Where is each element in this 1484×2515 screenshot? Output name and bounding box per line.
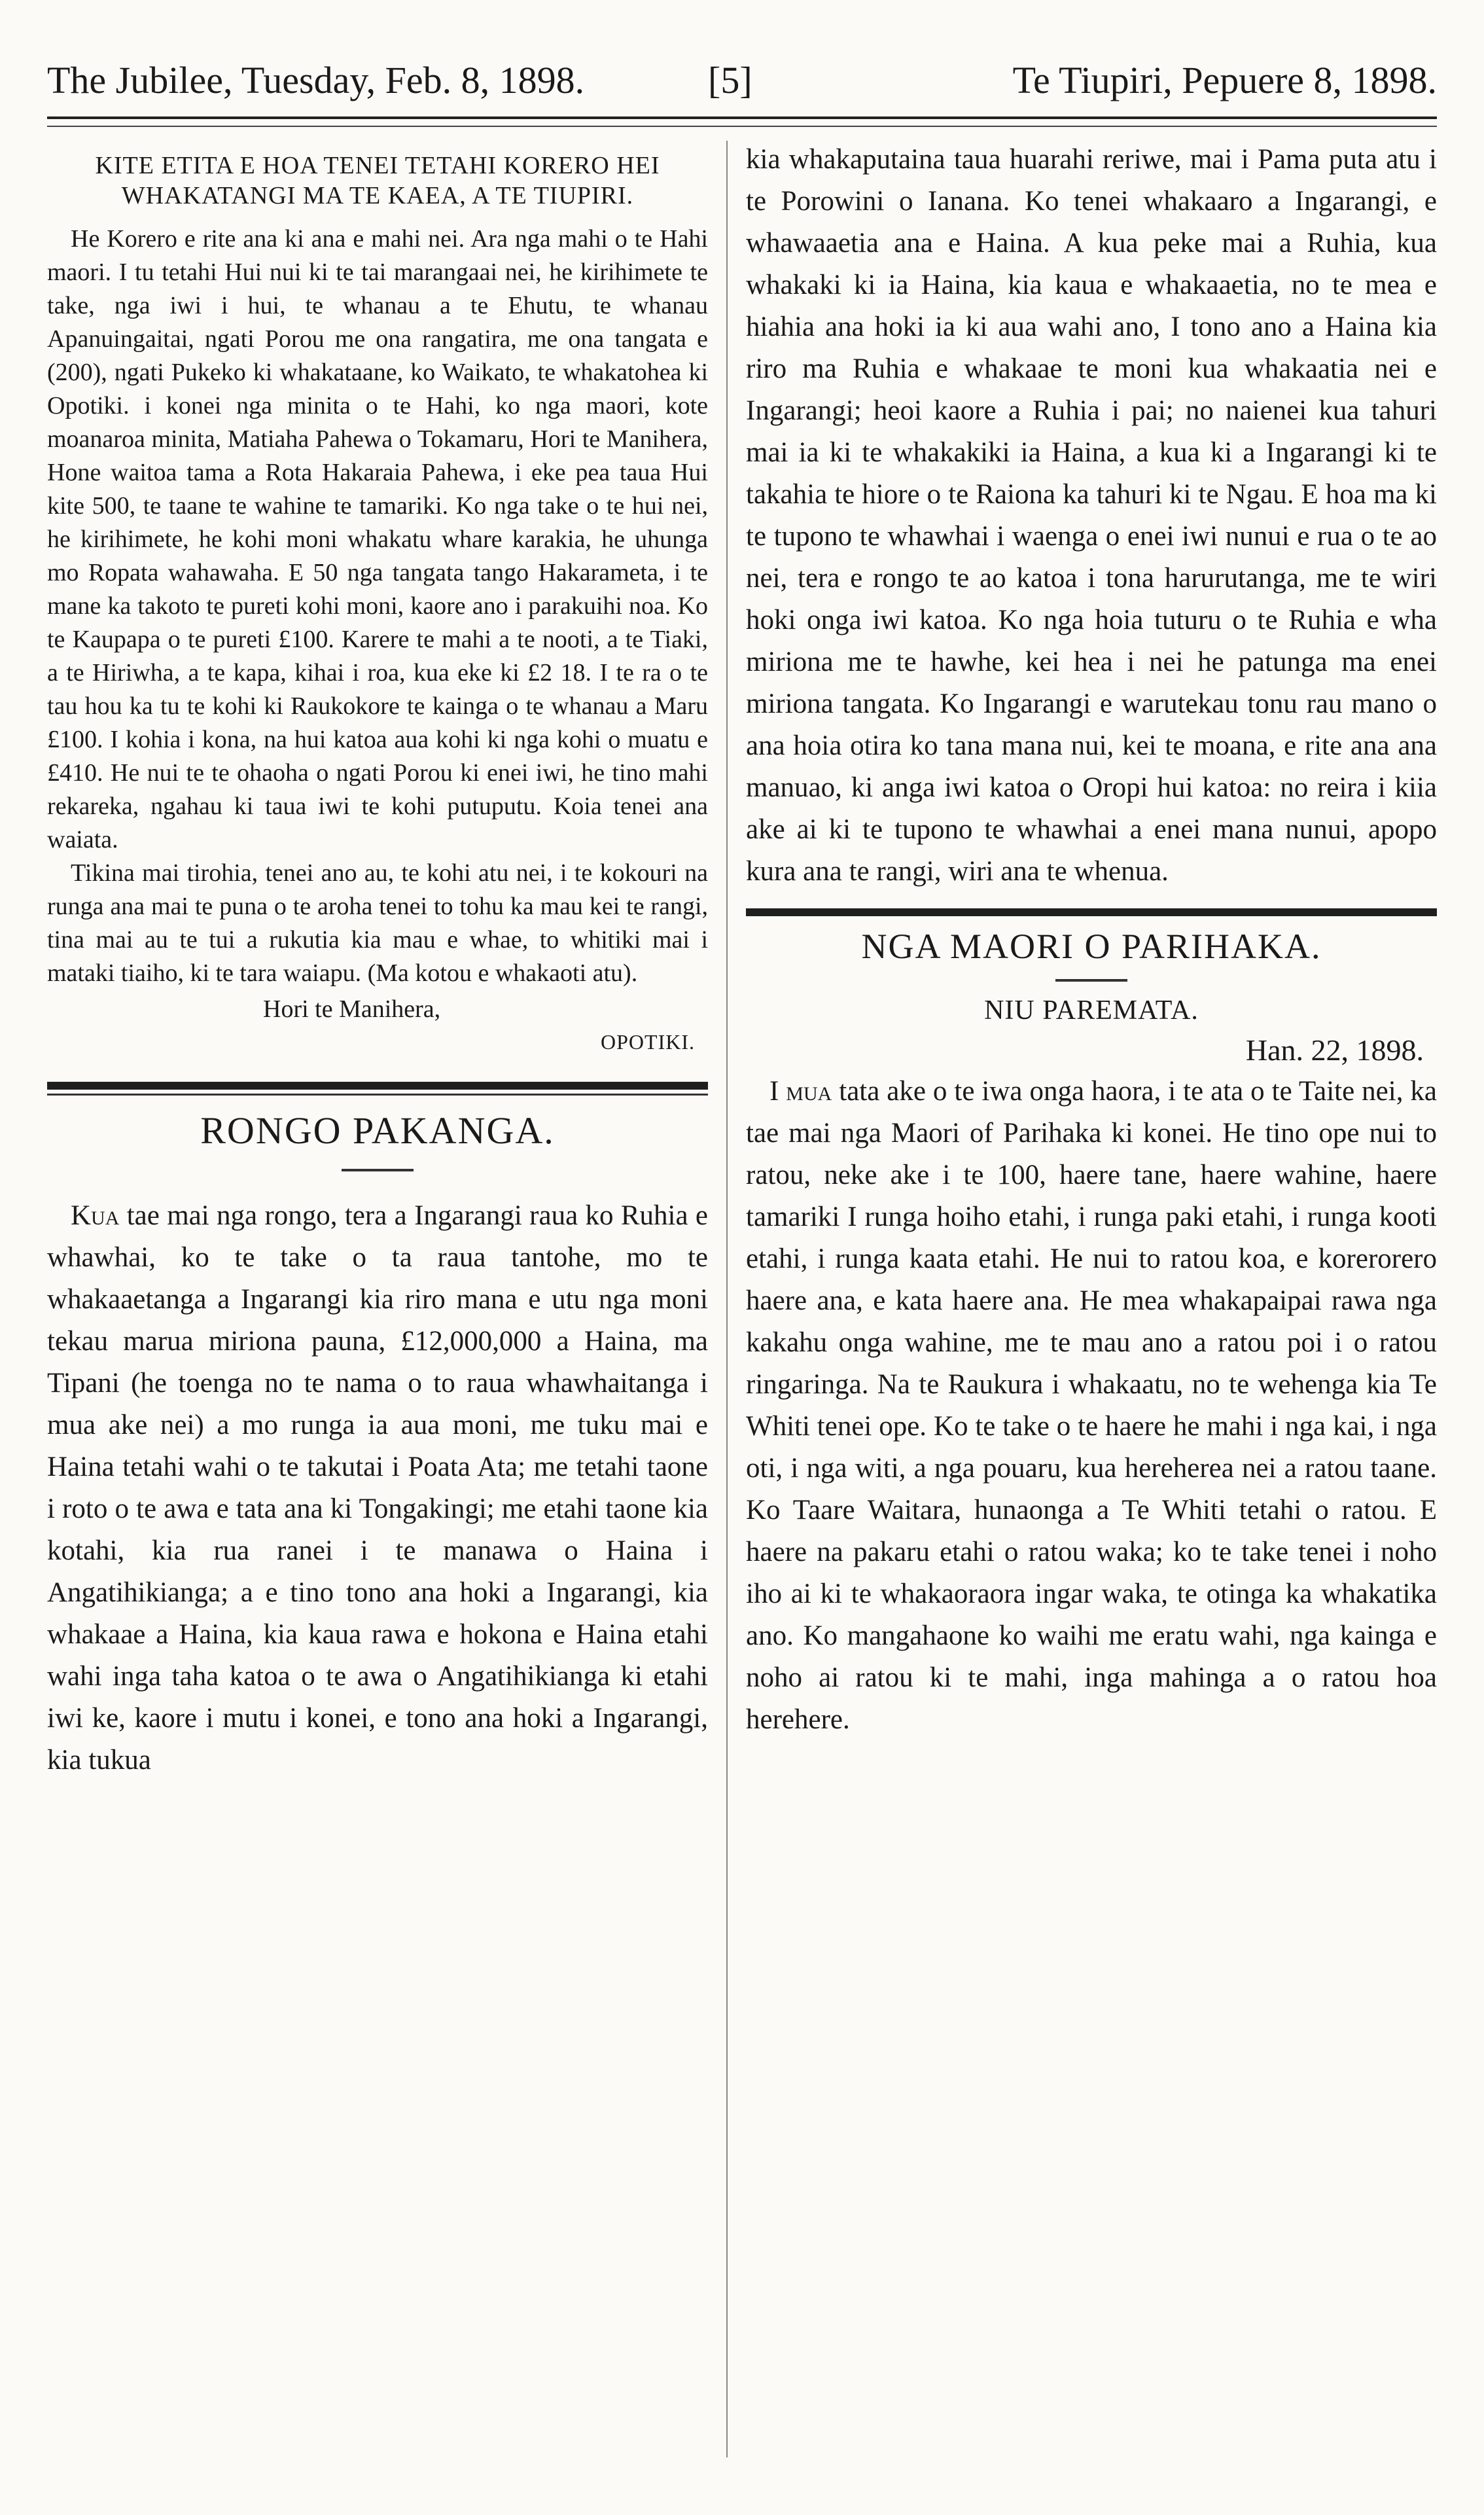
parihaka-subtitle: NIU PAREMATA. [984,995,1199,1026]
letter-paragraph-2: Tikina mai tirohia, tenei ano au, te kohi atu nei, i te kokouri na runga ana mai te puna o te aroha tenei to tohu ka mau kei te rangi, tina mai au te tui a rukutia kia mau e whae, to whitiki mai i mataki tiaiho, ki te tara waiapu. (Ma kotou e whakaoti atu). [47,859,708,987]
parihaka-title-underline [1055,979,1127,982]
parihaka-text [746,1071,1437,1741]
parihaka-dropcap: I mua [769,1076,832,1107]
parihaka-title: NGA MAORI O PARIHAKA. [861,927,1322,966]
rongo-pakanga-text-right: kia whakaputaina taua huarahi reriwe, mai i Pama puta atu i te Porowini o Ianana. Ko tenei whakaaro a Ingarangi, e whawaaetia ana e Haina. A kua peke mai a Ruhia, kua whakaki ki ia Haina, kia kaua e whakaaetia, no te mea e hiahia ana hoki ia ki aua wahi ano, I tono ano a Haina kia riro ma Ruhia e whakaae te moni kua whakaatia nei e Ingarangi; heoi kaore a Ruhia i pai; no naienei kua tahuri mai ia ki te whakakiki ia Haina, a kua ki a Ingarangi ki te takahia te hiore o te Raiona ka tahuri ki te Ngau. E hoa ma ki te tupono te whawhai i waenga o enei iwi nunui e rua o te ao nei, tera e rongo te ao katoa i tona harurutanga, me te wiri hoki onga iwi katoa. Ko nga hoia tuturu o te Ruhia e wha miriona me te hawhe, kei hea i nei he patunga ma enei miriona tangata. Ko Ingarangi e warutekau tonu rau mano o ana hoia otira ko tana mana nui, kei te moana, e rite ana ana manuao, ki anga iwi katoa o Oropi hui katoa: no reira i kiia ake ai ki te tupono te whawhai a enei mana nunui, apopo kura ana te rangi, wiri ana te whenua. [746,144,1437,887]
title-underline [342,1169,414,1171]
parihaka-date: Han. 22, 1898. [1245,1033,1424,1067]
section-rule-thick-right [746,908,1437,916]
rongo-pakanga-text-left [47,1195,708,1781]
page-number: [5] [708,59,752,101]
letter-title: KITE ETITA E HOA TENEI TETAHI KORERO HEI WHAKATANGI MA TE KAEA, A TE TIUPIRI. [95,152,660,209]
letter-paragraph-1: He Korero e rite ana ki ana e mahi nei. Ara nga mahi o te Hahi maori. I tu tetahi Hui nui ki te tai marangaai nei, he kirihimete te take, nga iwi i hui, te whanau a te Ehutu, te whanau Apanuingaitai, ngati Porou me ona rangatira, me ona tangata e (200), ngati Pukeko ki whakataane, ko Waikato, te whakatohea ki Opotiki. i konei nga minita o te Hahi, ko nga maori, kote moanaroa minita, Matiaha Pahewa o Tokamaru, Hori te Manihera, Hone waitoa tama a Rota Hakaraia Pahewa, i eke pea taua Hui kite 500, te taane te wahine te tamariki. Ko nga take o te hui nei, he kirihimete, he kohi moni whakatu whare karakia, he uhunga mo Ropata wahawaha. E 50 nga tangata tango Hakarameta, i te mane ka takoto te pureti kohi moni, kaore ano i parakuihi noa. Ko te Kaupapa o te pureti £100. Karere te mahi a te nooti, a te Tiaki, a te Hiriwha, a te kapa, kihai i roa, kua eke ki £2 18. I te ra o te tau hou ka tu te kohi ki Raukokore te kainga o te whanau a Maru £100. I kohia i kona, na hui katoa aua kohi ki nga kohi o muatu e £410. He nui te te ohaoha o ngati Porou ki enei iwi, he tino mahi rekareka, ngahau ki taua iwi te kohi putuputu. Koia tenei ana waiata. [47,225,708,853]
letter-place: OPOTIKI. [601,1030,695,1054]
header-right-title: Te Tiupiri, Pepuere 8, 1898. [1012,59,1437,101]
column-divider [726,141,728,2457]
header-left-title: The Jubilee, Tuesday, Feb. 8, 1898. [47,59,585,101]
page-header [47,51,1437,110]
section-rule-thick [47,1082,708,1090]
rongo-pakanga-title: RONGO PAKANGA. [200,1109,555,1152]
rongo-body-left: tae mai nga rongo, tera a Ingarangi raua ko Ruhia e whawhai, ko te take o ta raua tantohe, mo te whakaaetanga a Ingarangi kia riro mana e utu nga moni tekau marua miriona pauna, £12,000,000 a Haina, ma Tipani (he toenga no te nama o to raua whawhaitanga i mua ake nei) a mo runga ia aua moni, me tuku mai e Haina tetahi wahi o te takutai i Poata Ata; me tetahi taone i roto o te awa e tata ana ki Tongakingi; me etahi taone kia kotahi, kia rua ranei i te manawa o Haina i Angatihikianga; a e tino tono ana hoki a Ingarangi, kia whakaae a Haina, kia kaua rawa e hokona e Haina etahi wahi inga taha katoa o te awa o Angatihikianga ki etahi iwi ke, kaore i mutu i konei, e tono ana hoki a Ingarangi, kia tukua [47,1200,708,1775]
parihaka-body: tata ake o te iwa onga haora, i te ata o te Taite nei, ka tae mai nga Maori of Parihaka ki konei. He tino ope nui to ratou, neke ake i te 100, haere tane, haere wahine, haere tamariki I runga hoiho etahi, i runga paki etahi, i runga kooti etahi, i runga kaata etahi. He nui to ratou koa, e korerorero haere ana, e kata haere ana. He mea whakapaipai rawa nga kakahu onga wahine, me te mau ano a ratou poi i o ratou ringaringa. Na te Raukura i whakaatu, no te wehenga kia Te Whiti tenei ope. Ko te take o te haere he mahi i nga kai, i nga oti, i nga witi, a nga pouaru, kua hereherea nei a ratou taane. Ko Taare Waitara, hunaonga a Te Whiti tetahi o ratou. E haere na pakaru etahi o ratou waka; ko te take tenei i noho iho ai ki te whakaoraora ingar waka, te otinga ka whakatika ano. Ko mangahaone ko waihi me eratu wahi, nga kainga e noho ai ratou ki te mahi, inga mahinga a o ratou hoa herehere. [746,1076,1437,1735]
left-column [47,145,708,1781]
header-rule-thick [47,116,1437,119]
letter-signature: Hori te Manihera, [263,995,441,1023]
header-rule-thin [47,126,1437,127]
section-rule-thin [47,1094,708,1096]
right-column [746,139,1437,1741]
rongo-dropcap: Kua [71,1200,120,1231]
